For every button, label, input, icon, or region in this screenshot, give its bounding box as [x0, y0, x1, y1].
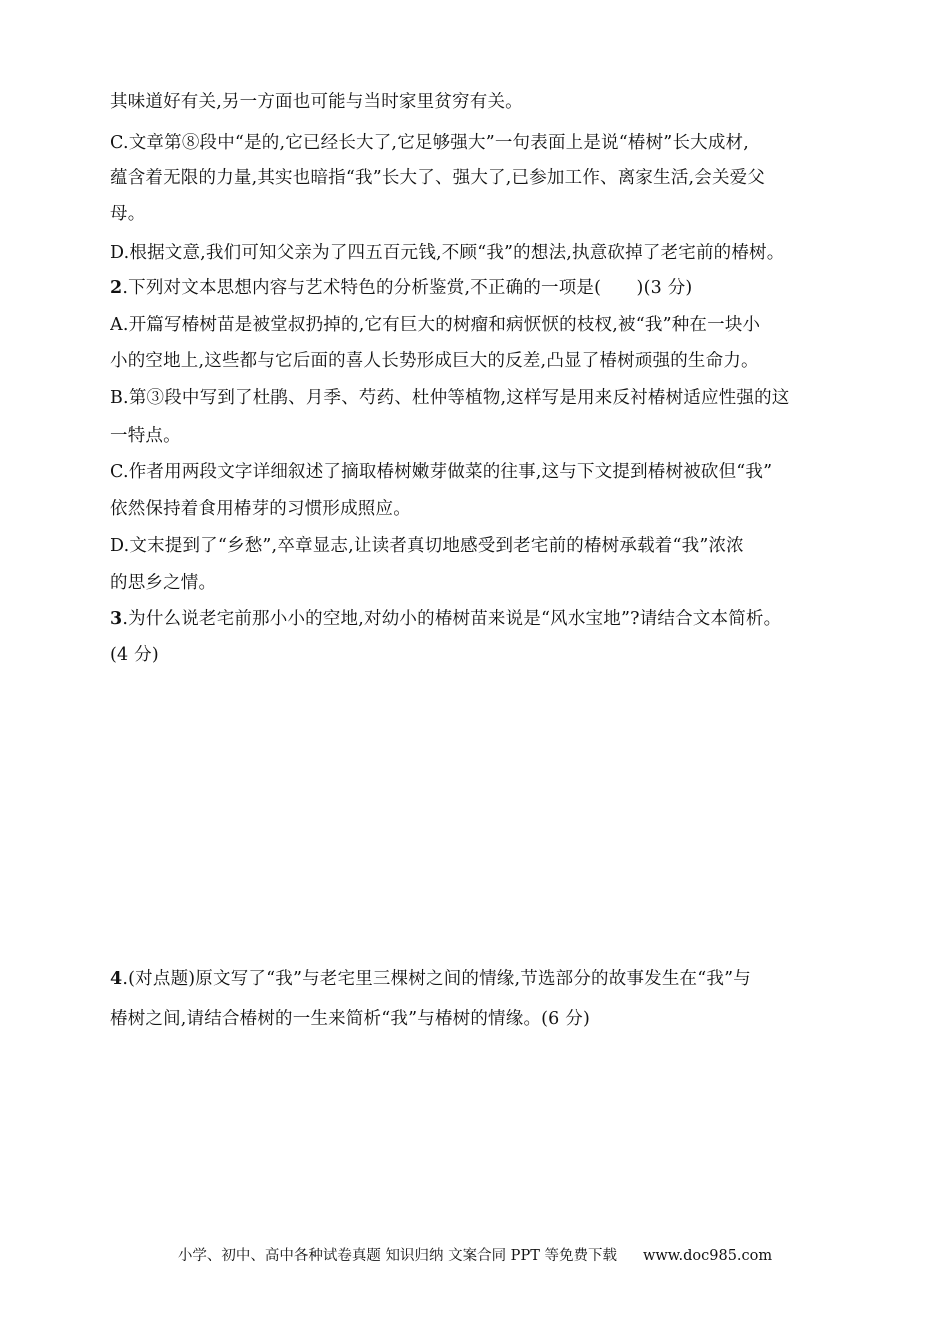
text-line: 椿树之间,请结合椿树的一生来简析“我”与椿树的情缘。(6 分) [110, 1009, 591, 1029]
text-line: 母。 [110, 204, 146, 224]
question-text: .下列对文本思想内容与艺术特色的分析鉴赏,不正确的一项是( )(3 分) [122, 278, 693, 298]
text-line: 其味道好有关,另一方面也可能与当时家里贫穷有关。 [110, 92, 523, 112]
text-line: (4 分) [110, 645, 159, 665]
question-text: .(对点题)原文写了“我”与老宅里三棵树之间的情缘,节选部分的故事发生在“我”与 [122, 969, 751, 989]
question-3 [110, 607, 850, 631]
question-number: 2 [110, 278, 123, 298]
footer-text: 小学、初中、高中各种试卷真题 知识归纳 文案合同 PPT 等免费下载 [177, 1248, 617, 1264]
text-line: 蕴含着无限的力量,其实也暗指“我”长大了、强大了,已参加工作、离家生活,会关爱父 [110, 168, 766, 188]
text-line: 的思乡之情。 [110, 573, 217, 593]
text-line: 小的空地上,这些都与它后面的喜人长势形成巨大的反差,凸显了椿树顽强的生命力。 [110, 351, 759, 371]
option-d-q1: D.根据文意,我们可知父亲为了四五百元钱,不顾“我”的想法,执意砍掉了老宅前的椿树。 [110, 243, 785, 263]
question-number: 3 [110, 609, 123, 629]
option-d-q2: D.文末提到了“乡愁”,卒章显志,让读者真切地感受到老宅前的椿树承载着“我”浓浓 [110, 536, 744, 556]
question-2 [110, 276, 850, 300]
page-footer [0, 1246, 950, 1266]
question-4 [110, 967, 850, 991]
text-line: 一特点。 [110, 426, 181, 446]
option-c-q2: C.作者用两段文字详细叙述了摘取椿树嫩芽做菜的往事,这与下文提到椿树被砍但“我” [110, 462, 773, 482]
text-line: 依然保持着食用椿芽的习惯形成照应。 [110, 499, 411, 519]
question-text: .为什么说老宅前那小小的空地,对幼小的椿树苗来说是“风水宝地”?请结合文本简析。 [122, 609, 782, 629]
question-number: 4 [110, 969, 123, 989]
footer-url: www.doc985.com [642, 1248, 773, 1264]
option-c-q1: C.文章第⑧段中“是的,它已经长大了,它足够强大”一句表面上是说“椿树”长大成材, [110, 133, 750, 153]
option-b-q2: B.第③段中写到了杜鹃、月季、芍药、杜仲等植物,这样写是用来反衬椿树适应性强的这 [110, 388, 790, 408]
option-a-q2: A.开篇写椿树苗是被堂叔扔掉的,它有巨大的树瘤和病恹恹的枝杈,被“我”种在一块小 [110, 315, 761, 335]
